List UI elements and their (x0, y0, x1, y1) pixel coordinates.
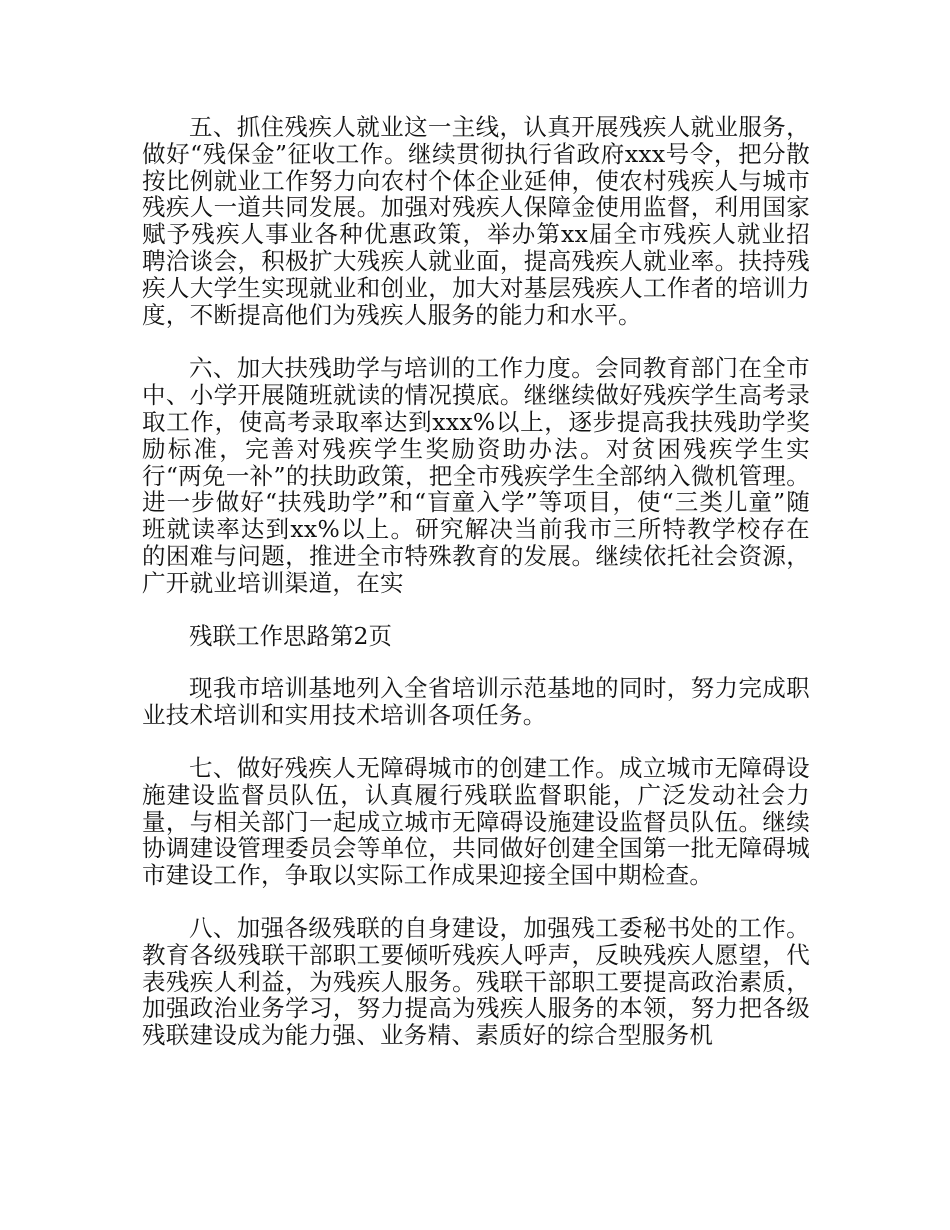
paragraph-spacer (142, 597, 810, 623)
paragraph-spacer (142, 889, 810, 915)
paragraph-eight: 八、加强各级残联的自身建设，加强残工委秘书处的工作。教育各级残联干部职工要倾听残疾人呼声，反映残疾人愿望，代表残疾人利益，为残疾人服务。残联干部职工要提高政治素质，加强政治业务学习，努力提高为残疾人服务的本领，努力把各级残联建设成为能力强、业务精、素质好的综合型服务机 (142, 913, 810, 1050)
page-header-text: 残联工作思路第2页 (189, 621, 392, 650)
paragraph-spacer (142, 649, 810, 675)
paragraph-seven: 七、做好残疾人无障碍城市的创建工作。成立城市无障碍设施建设监督员队伍，认真履行残联监督职能，广泛发动社会力量，与相关部门一起成立城市无障碍设施建设监督员队伍。继续协调建设管理委员会等单位，共同做好创建全国第一批无障碍城市建设工作，争取以实际工作成果迎接全国中期检查。 (142, 753, 810, 890)
paragraph-continued: 现我市培训基地列入全省培训示范基地的同时，努力完成职业技术培训和实用技术培训各项任务。 (142, 674, 810, 730)
paragraph-spacer (142, 729, 810, 755)
paragraph-six: 六、加大扶残助学与培训的工作力度。会同教育部门在全市中、小学开展随班就读的情况摸底。继继续做好残疾学生高考录取工作，使高考录取率达到xxx%以上，逐步提高我扶残助学奖励标准，完善对残疾学生奖励资助办法。对贫困残疾学生实行“两免一补”的扶助政策，把全市残疾学生全部纳入微机管理。进一步做好“扶残助学”和“盲童入学”等项目，使“三类儿童”随班就读率达到xx%以上。研究解决当前我市三所特教学校存在的困难与问题，推进全市特殊教育的发展。继续依托社会资源，广开就业培训渠道，在实 (142, 354, 810, 597)
document-page (142, 114, 810, 1049)
paragraph-spacer (142, 328, 810, 355)
paragraph-five: 五、抓住残疾人就业这一主线，认真开展残疾人就业服务，做好“残保金”征收工作。继续贯彻执行省政府xxx号令，把分散按比例就业工作努力向农村个体企业延伸，使农村残疾人与城市残疾人一道共同发展。加强对残疾人保障金使用监督，利用国家赋予残疾人事业各种优惠政策，举办第xx届全市残疾人就业招聘洽谈会，积极扩大残疾人就业面，提高残疾人就业率。扶持残疾人大学生实现就业和创业，加大对基层残疾人工作者的培训力度，不断提高他们为残疾人服务的能力和水平。 (142, 113, 810, 329)
